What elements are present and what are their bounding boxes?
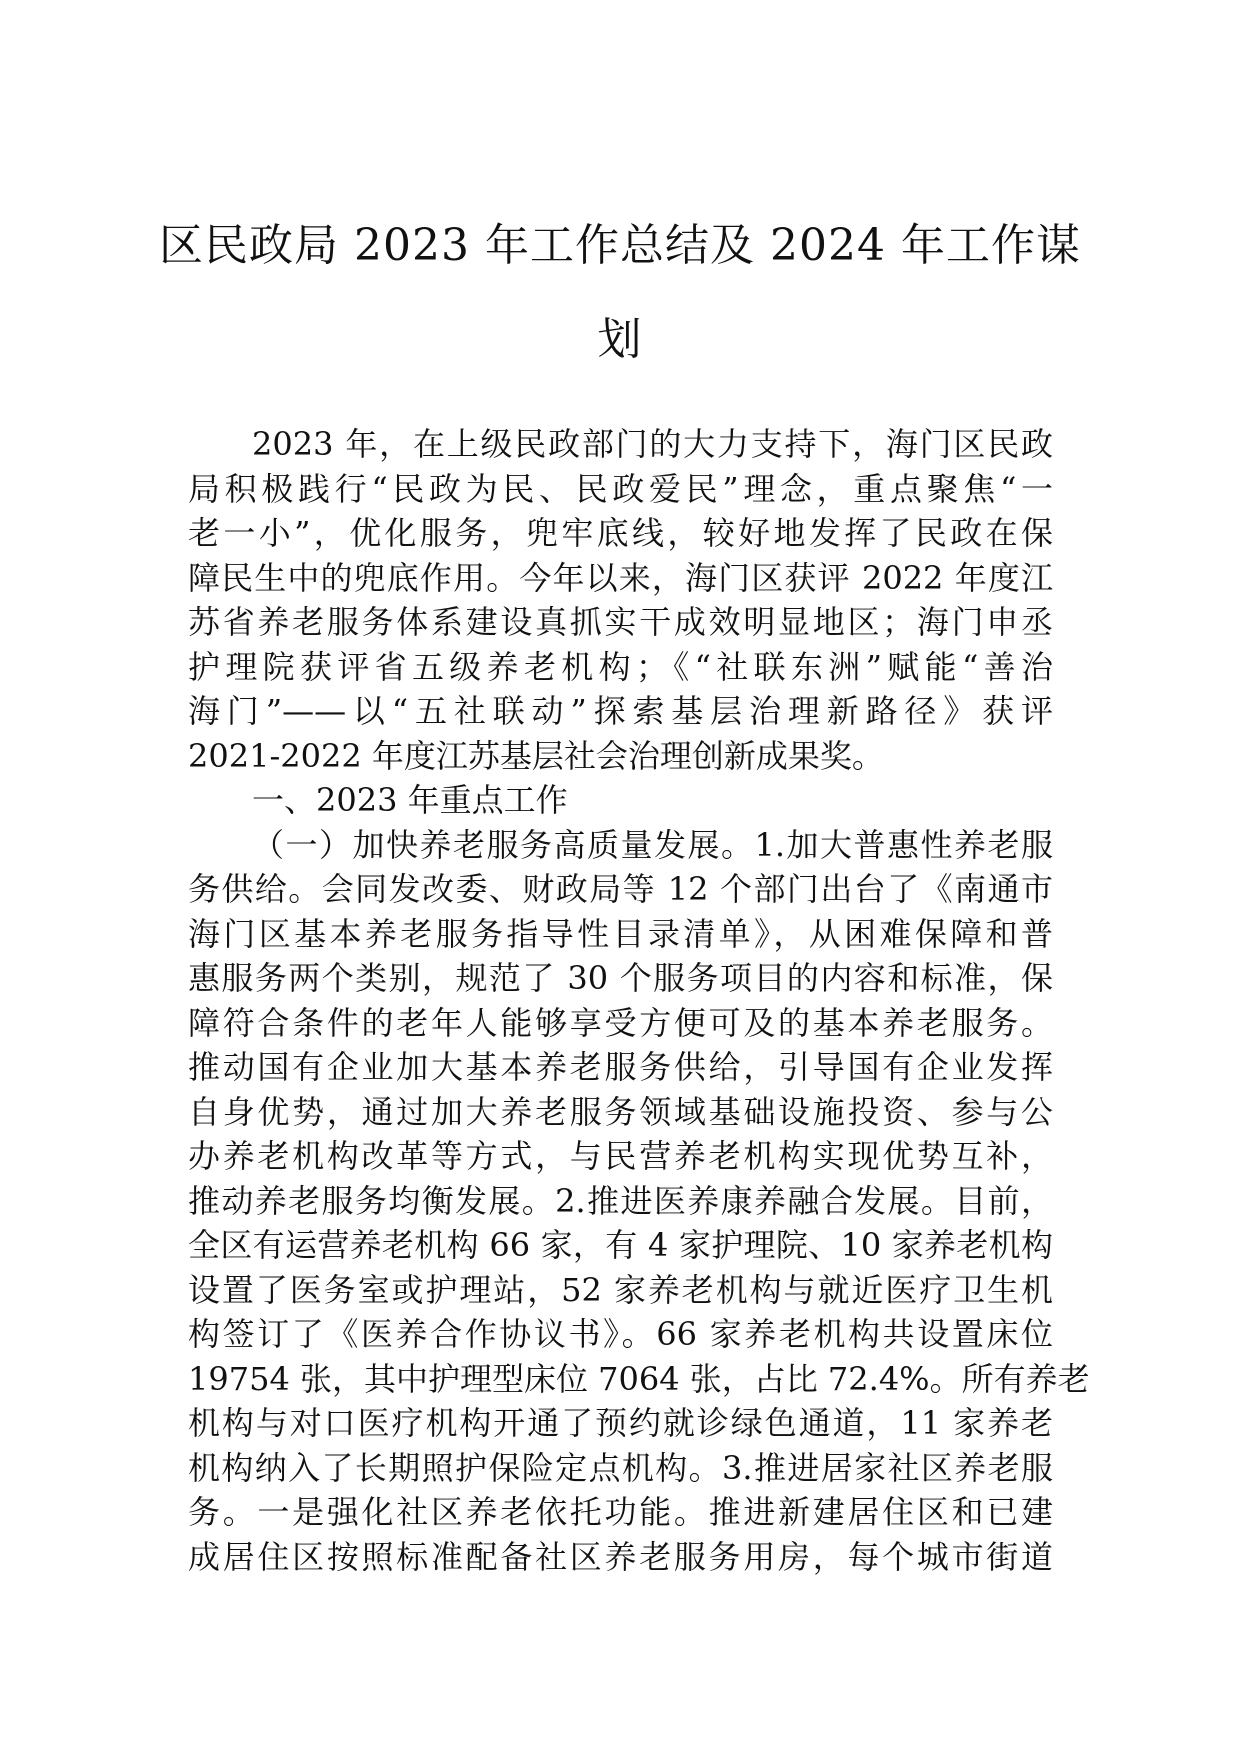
paragraph-line: 19754 张，其中护理型床位 7064 张，占比 72.4%。所有养老 [188, 1359, 1090, 1398]
paragraph-line: 惠服务两个类别，规范了 30 个服务项目的内容和标准，保 [188, 959, 1053, 997]
document-title-line-2: 划 [597, 314, 643, 365]
paragraph-line: 全区有运营养老机构 66 家，有 4 家护理院、10 家养老机构 [188, 1226, 1053, 1264]
section-heading: 一、2023 年重点工作 [252, 781, 568, 819]
paragraph-line: 局积极践行“民政为民、民政爱民”理念，重点聚焦“一 [188, 469, 1053, 508]
paragraph-line: 务供给。会同发改委、财政局等 12 个部门出台了《南通市 [188, 870, 1053, 908]
paragraph-line: 自身优势，通过加大养老服务领域基础设施投资、参与公 [188, 1092, 1053, 1131]
paragraph-line: 苏省养老服务体系建设真抓实干成效明显地区；海门申丞 [188, 603, 1053, 641]
paragraph-line: 务。一是强化社区养老依托功能。推进新建居住区和已建 [188, 1493, 1053, 1531]
paragraph-line: 护理院获评省五级养老机构；《“社联东洲”赋能“善治 [188, 647, 1053, 686]
paragraph-line: 海门”——以“五社联动”探索基层治理新路径》获评 [188, 692, 1053, 730]
paragraph-line: 海门区基本养老服务指导性目录清单》，从困难保障和普 [188, 914, 1053, 953]
paragraph-line: 办养老机构改革等方式，与民营养老机构实现优势互补， [188, 1137, 1053, 1175]
document-title-line-1: 区民政局 2023 年工作总结及 2024 年工作谋 [159, 220, 1081, 271]
paragraph-line: 构签订了《医养合作协议书》。66 家养老机构共设置床位 [188, 1315, 1053, 1353]
paragraph-line: 障符合条件的老年人能够享受方便可及的基本养老服务。 [188, 1003, 1053, 1042]
paragraph-line: 成居住区按照标准配备社区养老服务用房，每个城市街道 [188, 1537, 1053, 1576]
paragraph-line: （一）加快养老服务高质量发展。1.加大普惠性养老服 [252, 825, 1053, 864]
paragraph-line: 推动国有企业加大基本养老服务供给，引导国有企业发挥 [188, 1048, 1053, 1086]
paragraph-line: 机构与对口医疗机构开通了预约就诊绿色通道，11 家养老 [188, 1404, 1053, 1442]
document-body [188, 422, 1090, 1579]
paragraph-line: 老一小”，优化服务，兜牢底线，较好地发挥了民政在保 [188, 514, 1053, 552]
paragraph-line: 机构纳入了长期照护保险定点机构。3.推进居家社区养老服 [188, 1448, 1053, 1487]
paragraph-line-last: 2021-2022 年度江苏基层社会治理创新成果奖。 [188, 736, 884, 775]
paragraph-line: 设置了医务室或护理站，52 家养老机构与就近医疗卫生机 [188, 1270, 1053, 1309]
paragraph-line: 2023 年，在上级民政部门的大力支持下，海门区民政 [252, 425, 1053, 463]
paragraph-line: 障民生中的兜底作用。今年以来，海门区获评 2022 年度江 [188, 558, 1053, 597]
paragraph-line: 推动养老服务均衡发展。2.推进医养康养融合发展。目前， [188, 1181, 1053, 1220]
